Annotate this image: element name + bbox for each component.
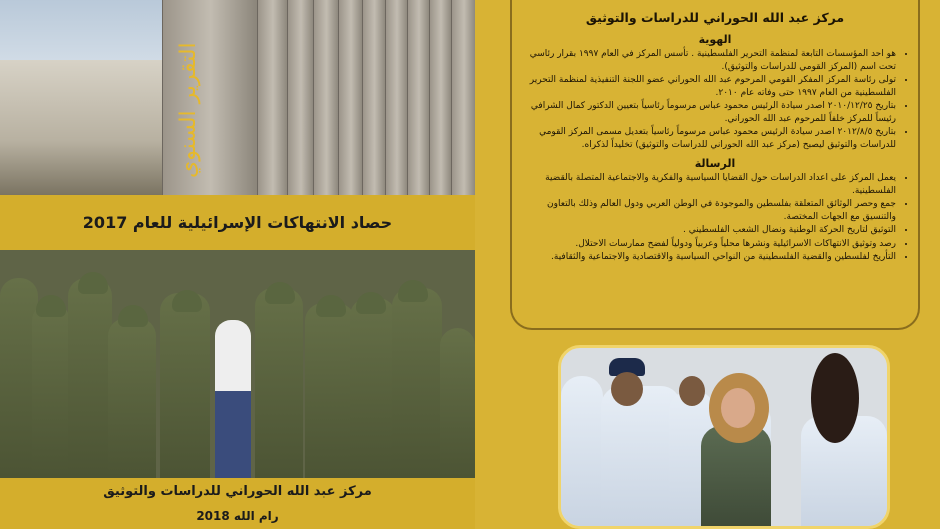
cover-org-name: مركز عبد الله الحوراني للدراسات والتوثيق bbox=[103, 484, 372, 499]
mission-heading: الرسالة bbox=[694, 157, 736, 170]
wall-slab bbox=[407, 0, 430, 195]
soldier bbox=[108, 318, 156, 478]
officer bbox=[561, 376, 603, 526]
officers-with-girl-photo bbox=[558, 345, 890, 529]
identity-heading: الهوية bbox=[698, 33, 732, 46]
soldier bbox=[305, 303, 355, 478]
list-item: • التوثيق لتاريخ الحركة الوطنية ونضال الشعب الفلسطيني . bbox=[524, 224, 896, 237]
list-item: • بتاريخ ٢٠١٠/١٢/٢٥ اصدر سيادة الرئيس محمود عباس مرسوماً رئاسياً بتعيين الدكتور كمال الشرافي رئيساً للمركز خلفاً للمرحوم عبد الله الحوراني. bbox=[524, 100, 896, 125]
soldier bbox=[68, 278, 112, 478]
helmet bbox=[265, 282, 295, 304]
list-item: • بتاريخ ٢٠١٢/٨/٥ اصدر سيادة الرئيس محمود عباس مرسوماً رئاسياً بتعديل مسمى المركز القومي للدراسات والتوثيق ليصبح (مركز عبد الله الحوراني للدراسات والتوثيق) تخليداً لذكراه. bbox=[524, 126, 896, 151]
wall-slab bbox=[338, 0, 363, 195]
officer-head bbox=[611, 372, 643, 406]
soldier bbox=[350, 298, 396, 478]
detained-boy bbox=[215, 320, 251, 478]
helmet bbox=[398, 280, 428, 302]
info-box bbox=[510, 0, 920, 330]
soldier bbox=[255, 288, 303, 478]
wall-slab bbox=[451, 0, 475, 195]
mission-list bbox=[524, 172, 906, 264]
cover-place-date: رام الله 2018 bbox=[196, 509, 279, 523]
wall-slab bbox=[385, 0, 408, 195]
wall-slab bbox=[429, 0, 452, 195]
info-panel bbox=[475, 0, 940, 529]
list-item: • يعمل المركز على اعداد الدراسات حول القضايا السياسية والفكرية والاجتماعية المتصلة بالقضية الفلسطينية. bbox=[524, 172, 896, 197]
cover-title: حصاد الانتهاكات الإسرائيلية للعام 2017 bbox=[82, 213, 393, 232]
cover-footer bbox=[0, 478, 475, 529]
helmet bbox=[78, 272, 108, 294]
list-item: • رصد وتوثيق الانتهاكات الاسرائيلية ونشرها محلياً وعربياً ودولياً لفضح ممارسات الاحتلال. bbox=[524, 238, 896, 251]
soldier bbox=[160, 293, 210, 478]
list-item: • تولى رئاسة المركز المفكر القومي المرحوم عبد الله الحوراني عضو اللجنة التنفيذية لمنظمة التحرير الفلسطينية من العام ١٩٩٧ حتى وفاته عام ٢٠١٠. bbox=[524, 74, 896, 99]
wall-slab bbox=[257, 0, 288, 195]
separation-wall-photo bbox=[0, 0, 475, 195]
identity-list bbox=[524, 48, 906, 151]
list-item: • هو احد المؤسسات التابعة لمنظمة التحرير الفلسطينية . تأسس المركز في العام ١٩٩٧ بقرار رئاسي تحت اسم (المركز القومي للدراسات والتوثيق). bbox=[524, 48, 896, 73]
info-title: مركز عبد الله الحوراني للدراسات والتوثيق bbox=[585, 10, 845, 25]
cover-subtitle: التقرير السنوي bbox=[176, 42, 201, 178]
helmet bbox=[172, 290, 202, 312]
title-band bbox=[0, 195, 475, 250]
helmet bbox=[356, 292, 386, 314]
wall-slab bbox=[287, 0, 314, 195]
soldier bbox=[392, 288, 442, 478]
helmet bbox=[118, 305, 148, 327]
helmet bbox=[316, 295, 346, 317]
soldiers-photo bbox=[0, 250, 475, 478]
officer-head bbox=[679, 376, 705, 406]
wall-slab bbox=[313, 0, 339, 195]
officer-head bbox=[811, 353, 859, 443]
list-item: • جمع وحصر الوثائق المتعلقة بفلسطين والموجودة في الوطن العربي ودول العالم وذلك بالتعاون والتنسيق مع الجهات المختصة. bbox=[524, 198, 896, 223]
helmet bbox=[36, 295, 66, 317]
soldier bbox=[32, 303, 70, 478]
soldier bbox=[440, 328, 475, 478]
list-item: • التأريخ لفلسطين والقضية الفلسطينية من النواحي السياسية والاقتصادية والاجتماعية والثقافية. bbox=[524, 251, 896, 264]
wall-slab bbox=[362, 0, 386, 195]
girl-face bbox=[721, 388, 755, 428]
